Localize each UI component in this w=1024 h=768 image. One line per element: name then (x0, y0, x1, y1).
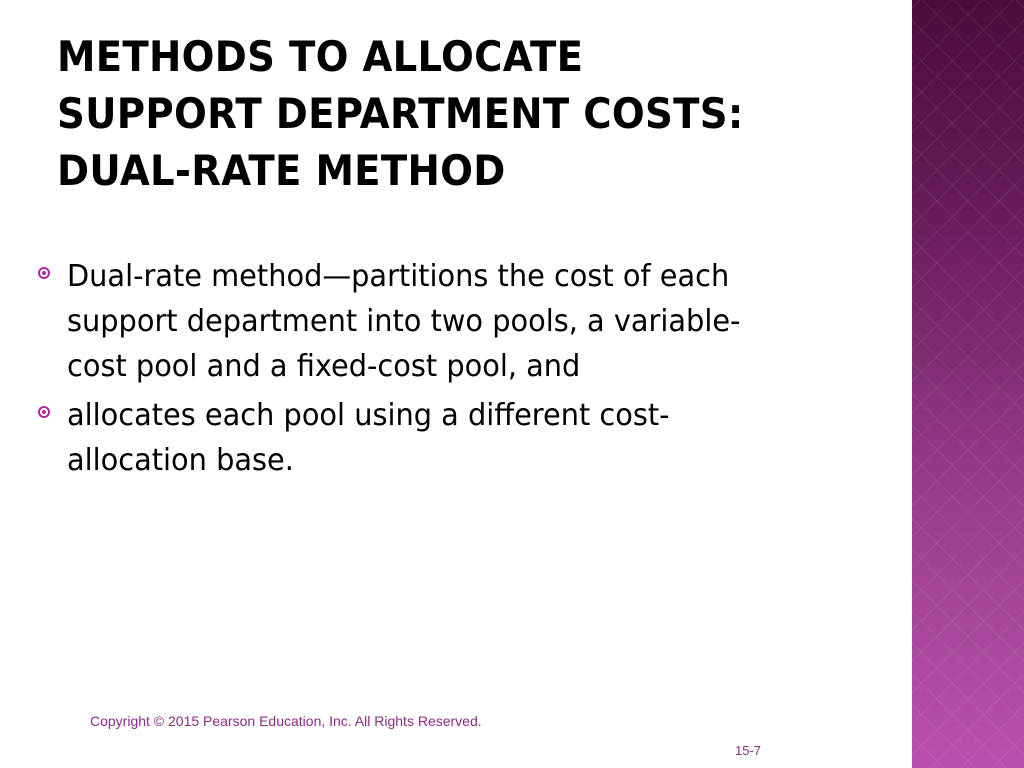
bullet-item-dual-rate-definition (36, 254, 886, 389)
bullet-line: support department into two pools, a variable- (67, 304, 741, 339)
title-line-3: DUAL-RATE METHOD (57, 146, 506, 195)
circle-bullet-icon (38, 406, 50, 418)
bullet-item-allocation-base (36, 393, 886, 483)
title-line-2: SUPPORT DEPARTMENT COSTS: (57, 89, 744, 138)
bullet-list (36, 254, 886, 487)
bullet-line: cost pool and a fixed-cost pool, and (67, 349, 581, 384)
slide-title (57, 28, 811, 199)
title-line-1: METHODS TO ALLOCATE (57, 32, 584, 81)
decorative-side-band (912, 0, 1024, 768)
copyright-notice: Copyright © 2015 Pearson Education, Inc. All Rights Reserved. (90, 713, 482, 729)
slide-number: 15-7 (735, 743, 762, 758)
bullet-line: allocation base. (67, 443, 294, 478)
bullet-line: allocates each pool using a different cost- (67, 398, 670, 433)
bullet-line: Dual-rate method—partitions the cost of each (67, 259, 730, 294)
circle-bullet-icon (38, 267, 50, 279)
